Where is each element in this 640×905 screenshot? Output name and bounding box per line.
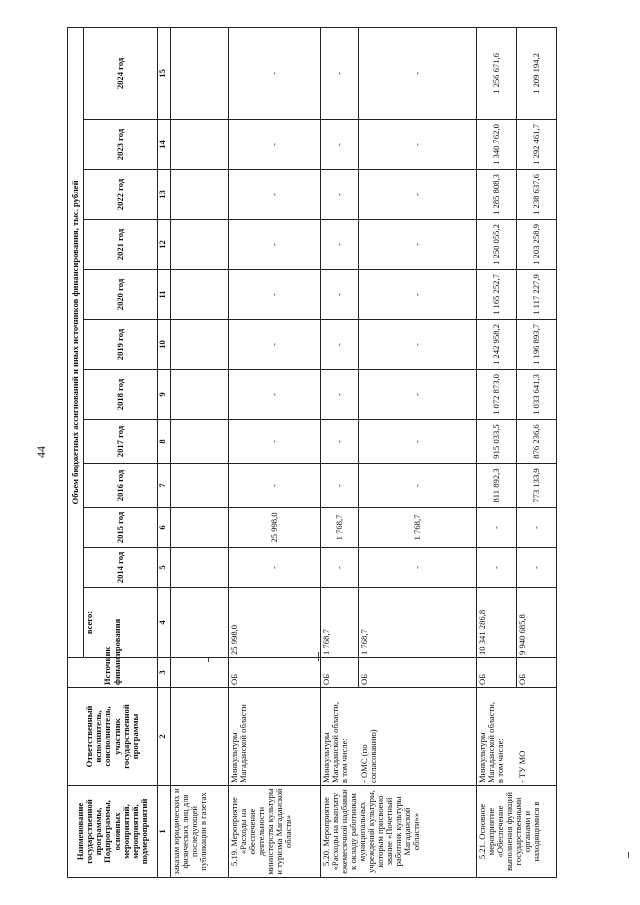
column-index: 1 bbox=[158, 786, 171, 878]
row-value: - bbox=[229, 120, 321, 170]
row-responsible-sub: в том числе: bbox=[495, 738, 506, 783]
row-responsible bbox=[171, 688, 229, 786]
column-index: 13 bbox=[158, 170, 171, 220]
row-value: - bbox=[321, 420, 359, 464]
table-row bbox=[171, 27, 229, 877]
row-name: 5.21. Основное мероприятие «Обеспечение выполнения функций государственными органами и находящимися в bbox=[477, 786, 557, 878]
row-value: 1 768,7 bbox=[359, 508, 477, 548]
table-row bbox=[229, 27, 321, 877]
row-source: ОБ bbox=[477, 658, 517, 688]
page-number: 44 bbox=[34, 446, 48, 458]
header-funding-group: Объем бюджетных ассигнований и иных источников финансирования, тыс. рублей bbox=[68, 27, 84, 657]
row-value: 1 242 958,2 bbox=[477, 320, 517, 370]
row-value: 1 768,7 bbox=[321, 508, 359, 548]
header-year: 2014 год bbox=[84, 548, 158, 588]
row-total bbox=[171, 588, 229, 658]
row-value: 811 892,3 bbox=[477, 464, 517, 508]
column-index: 5 bbox=[158, 548, 171, 588]
row-value: - bbox=[517, 548, 557, 588]
row-value: - bbox=[321, 320, 359, 370]
column-index: 10 bbox=[158, 320, 171, 370]
row-responsible-sub: - ТУ МО bbox=[517, 688, 557, 786]
table-row bbox=[359, 27, 477, 877]
header-year: 2020 год bbox=[84, 270, 158, 320]
row-value: 25 998,0 bbox=[229, 508, 321, 548]
header-year: 2021 год bbox=[84, 220, 158, 270]
row-value: - bbox=[359, 220, 477, 270]
row-value: 1 165 252,7 bbox=[477, 270, 517, 320]
row-value: - bbox=[229, 370, 321, 420]
row-value: - bbox=[229, 464, 321, 508]
scan-mark bbox=[628, 852, 629, 858]
rotated-table-container bbox=[67, 28, 542, 878]
row-value: - bbox=[321, 370, 359, 420]
row-value: 1 238 637,6 bbox=[517, 170, 557, 220]
row-value: - bbox=[359, 270, 477, 320]
row-value: - bbox=[229, 320, 321, 370]
row-value: 773 133,9 bbox=[517, 464, 557, 508]
row-source: ОБ bbox=[321, 658, 359, 688]
row-value: - bbox=[321, 548, 359, 588]
row-total: 10 341 286,8 bbox=[477, 588, 517, 658]
scan-mark bbox=[208, 658, 209, 662]
row-value bbox=[171, 420, 229, 464]
row-value: - bbox=[321, 120, 359, 170]
row-value: - bbox=[229, 548, 321, 588]
row-responsible-sub: - ОМС (по согласованию) bbox=[359, 688, 477, 786]
row-value: 1 340 762,0 bbox=[477, 120, 517, 170]
row-value: 876 236,6 bbox=[517, 420, 557, 464]
row-value: - bbox=[359, 120, 477, 170]
table-row bbox=[321, 27, 359, 877]
row-value: 1 292 461,7 bbox=[517, 120, 557, 170]
row-value: 1 285 808,3 bbox=[477, 170, 517, 220]
row-value: - bbox=[229, 270, 321, 320]
column-index: 7 bbox=[158, 464, 171, 508]
column-index: 11 bbox=[158, 270, 171, 320]
row-name: заказам юридических и физических лиц для последующей публикации в газетах bbox=[171, 786, 229, 878]
row-source: ОБ bbox=[229, 658, 321, 688]
row-value: - bbox=[321, 270, 359, 320]
header-year: 2019 год bbox=[84, 320, 158, 370]
column-index: 3 bbox=[158, 658, 171, 688]
header-source: Источник финансирования bbox=[68, 658, 158, 688]
row-value: - bbox=[477, 508, 517, 548]
header-year: 2024 год bbox=[84, 27, 158, 119]
row-name: 5.20. Мероприятие «Расходы на выплату ежемесячной надбавки к окладу работникам муниципальных учреждений культуры, которым присвоено звание «Почетный работник культуры Магаданской области»» bbox=[321, 786, 477, 878]
row-value bbox=[171, 548, 229, 588]
row-value: - bbox=[359, 464, 477, 508]
row-value: 1 203 258,9 bbox=[517, 220, 557, 270]
row-responsible bbox=[321, 688, 359, 786]
row-value bbox=[171, 120, 229, 170]
header-year: 2023 год bbox=[84, 120, 158, 170]
row-value bbox=[171, 370, 229, 420]
row-value: 1 209 194,2 bbox=[517, 27, 557, 119]
column-index: 9 bbox=[158, 370, 171, 420]
scan-mark bbox=[318, 652, 319, 661]
row-responsible-sub: в том числе: bbox=[339, 738, 350, 783]
row-value bbox=[171, 464, 229, 508]
row-total: 9 940 685,8 bbox=[517, 588, 557, 658]
row-value bbox=[171, 170, 229, 220]
row-total: 1 768,7 bbox=[321, 588, 359, 658]
row-responsible: Минкультуры Магаданской области bbox=[229, 688, 321, 786]
row-value: 1 033 641,3 bbox=[517, 370, 557, 420]
column-index: 6 bbox=[158, 508, 171, 548]
row-value bbox=[171, 270, 229, 320]
row-value: 1 072 873,0 bbox=[477, 370, 517, 420]
row-total: 25 998,0 bbox=[229, 588, 321, 658]
row-value: 915 033,5 bbox=[477, 420, 517, 464]
header-year: 2016 год bbox=[84, 464, 158, 508]
row-value: 1 117 227,9 bbox=[517, 270, 557, 320]
table-row bbox=[477, 27, 517, 877]
row-total: 1 768,7 bbox=[359, 588, 477, 658]
column-index: 2 bbox=[158, 688, 171, 786]
row-responsible-main: Минкультуры Магаданской области, bbox=[477, 701, 497, 783]
row-source: ОБ bbox=[359, 658, 477, 688]
header-responsible: Ответственный исполнитель, соисполнитель, участник государственной программы bbox=[68, 688, 158, 786]
row-value bbox=[171, 27, 229, 119]
column-index: 8 bbox=[158, 420, 171, 464]
header-total: всего: bbox=[84, 588, 158, 658]
row-value: - bbox=[477, 548, 517, 588]
row-value: - bbox=[359, 420, 477, 464]
row-value: - bbox=[229, 420, 321, 464]
column-index-row bbox=[158, 27, 171, 877]
row-value: - bbox=[321, 220, 359, 270]
row-responsible-main: Минкультуры Магаданской области, bbox=[321, 701, 341, 783]
header-year: 2015 год bbox=[84, 508, 158, 548]
header-year: 2018 год bbox=[84, 370, 158, 420]
row-source bbox=[171, 658, 229, 688]
header-year: 2022 год bbox=[84, 170, 158, 220]
row-value: 1 196 893,7 bbox=[517, 320, 557, 370]
header-year: 2017 год bbox=[84, 420, 158, 464]
funding-table bbox=[67, 27, 557, 878]
row-value: - bbox=[229, 27, 321, 119]
row-responsible bbox=[477, 688, 517, 786]
header-name: Наименование государственной программы, Подпрограммы, основных мероприятий, мероприятий, подмероприятий bbox=[68, 786, 158, 878]
column-index: 12 bbox=[158, 220, 171, 270]
row-value: - bbox=[321, 27, 359, 119]
column-index: 14 bbox=[158, 120, 171, 170]
row-value: - bbox=[359, 170, 477, 220]
row-value: - bbox=[359, 370, 477, 420]
row-value: 1 256 671,6 bbox=[477, 27, 517, 119]
column-index: 15 bbox=[158, 27, 171, 119]
row-value: - bbox=[321, 464, 359, 508]
row-source: ОБ bbox=[517, 658, 557, 688]
row-value: - bbox=[359, 548, 477, 588]
row-value bbox=[171, 320, 229, 370]
row-value: 1 250 055,2 bbox=[477, 220, 517, 270]
row-value: - bbox=[359, 320, 477, 370]
row-value bbox=[171, 508, 229, 548]
table-row bbox=[517, 27, 557, 877]
row-value: - bbox=[229, 170, 321, 220]
column-index: 4 bbox=[158, 588, 171, 658]
row-name: 5.19. Мероприятие «Расходы на обеспечение деятельности министерства культуры и туризма Магаданской области» bbox=[229, 786, 321, 878]
row-value: - bbox=[321, 170, 359, 220]
row-value: - bbox=[229, 220, 321, 270]
row-value: - bbox=[359, 27, 477, 119]
row-value: - bbox=[517, 508, 557, 548]
row-value bbox=[171, 220, 229, 270]
